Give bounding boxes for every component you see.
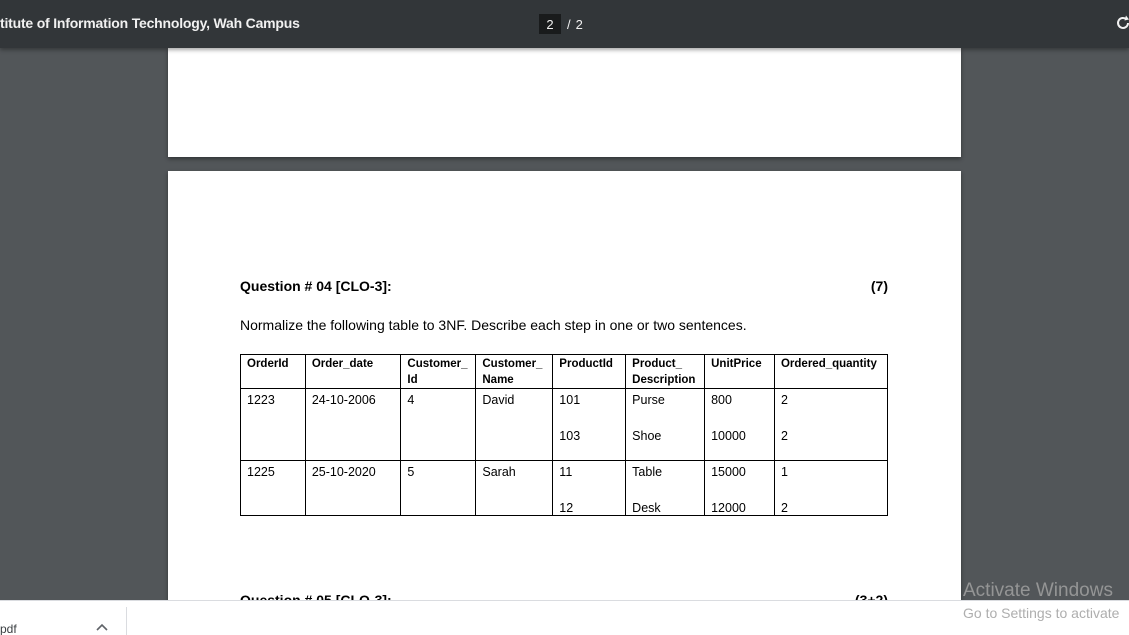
header-unit-price: UnitPrice: [705, 355, 775, 389]
table-cell: Desk: [626, 497, 705, 516]
current-page-input[interactable]: 2: [539, 14, 561, 34]
table-cell: [476, 497, 553, 516]
pdf-page-1: [168, 48, 961, 157]
question-4-title: Question # 04 [CLO-3]:: [240, 278, 392, 294]
table-cell: Shoe: [626, 425, 705, 461]
table-cell: 5: [401, 461, 476, 497]
total-pages: 2: [575, 16, 583, 32]
header-order-date: Order_date: [305, 355, 401, 389]
table-row: [241, 497, 888, 516]
table-cell: [476, 425, 553, 461]
table-cell: [241, 425, 306, 461]
table-cell: 12000: [705, 497, 775, 516]
table-row: [241, 461, 888, 497]
table-cell: 25-10-2020: [305, 461, 401, 497]
table-header-row: [241, 355, 888, 389]
download-bar: [0, 600, 1129, 635]
table-cell: 15000: [705, 461, 775, 497]
activate-windows-watermark: [963, 580, 1119, 623]
table-cell: [305, 425, 401, 461]
table-cell: 11: [553, 461, 626, 497]
table-cell: David: [476, 389, 553, 425]
table-cell: 800: [705, 389, 775, 425]
header-product-description: Product_ Description: [626, 355, 705, 389]
table-cell: [241, 497, 306, 516]
table-row: [241, 389, 888, 425]
table-cell: 2: [774, 497, 887, 516]
document-title: titute of Information Technology, Wah Campus: [0, 15, 300, 31]
watermark-subtitle: Go to Settings to activate: [963, 605, 1120, 621]
table-cell: 103: [553, 425, 626, 461]
chevron-up-icon[interactable]: [96, 623, 108, 631]
table-cell: 1223: [241, 389, 306, 425]
table-cell: 24-10-2006: [305, 389, 401, 425]
question-4-marks: (7): [870, 278, 888, 294]
header-customer-id: Customer_ Id: [401, 355, 476, 389]
table-row: [241, 425, 888, 461]
download-filename[interactable]: pdf: [0, 622, 17, 635]
question-4-instruction: Normalize the following table to 3NF. Describe each step in one or two sentences.: [240, 317, 747, 333]
table-cell: 12: [553, 497, 626, 516]
header-customer-name: Customer_ Name: [476, 355, 553, 389]
table-cell: [305, 497, 401, 516]
rotate-icon[interactable]: [1114, 14, 1129, 32]
page-separator: /: [567, 16, 571, 32]
orders-table: [240, 354, 888, 516]
table-cell: 2: [774, 389, 887, 425]
pdf-toolbar: [0, 0, 1129, 48]
table-cell: 1: [774, 461, 887, 497]
table-cell: 101: [553, 389, 626, 425]
table-cell: 4: [401, 389, 476, 425]
table-cell: [401, 425, 476, 461]
header-order-id: OrderId: [241, 355, 306, 389]
table-cell: Purse: [626, 389, 705, 425]
page-indicator: [539, 14, 583, 34]
table-cell: 10000: [705, 425, 775, 461]
table-cell: 2: [774, 425, 887, 461]
pdf-page-2: [168, 171, 961, 611]
table-cell: Sarah: [476, 461, 553, 497]
header-product-id: ProductId: [553, 355, 626, 389]
watermark-title: Activate Windows: [963, 580, 1113, 601]
table-cell: 1225: [241, 461, 306, 497]
table-cell: [401, 497, 476, 516]
table-cell: Table: [626, 461, 705, 497]
download-divider: [126, 607, 127, 635]
header-ordered-quantity: Ordered_quantity: [774, 355, 887, 389]
